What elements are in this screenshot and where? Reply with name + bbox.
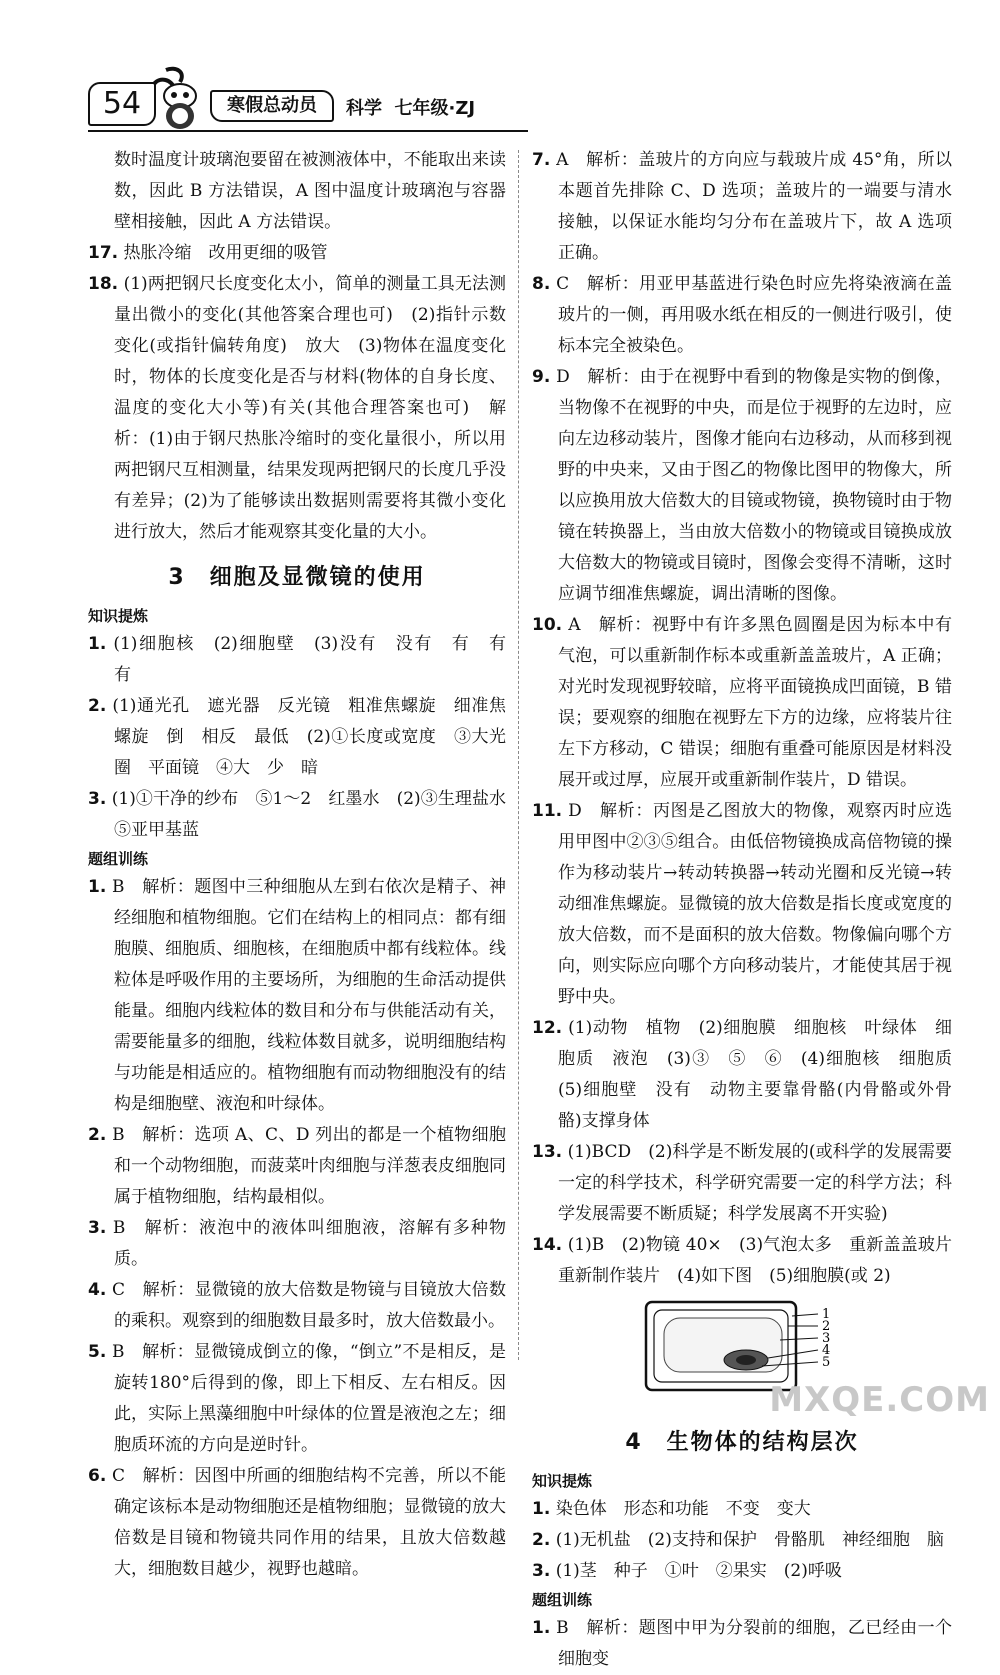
training-2 <box>88 1120 506 1213</box>
answer-number: 1. <box>88 634 107 654</box>
answer-text: C 解析：因图中所画的细胞结构不完善，所以不能确定该标本是动物细胞还是植物细胞；显微镜的放大倍数是目镜和物镜共同作用的结果，且放大倍数越大，细胞数目越少，视野也越暗。 <box>112 1466 507 1579</box>
answer-number: 2. <box>88 1125 107 1145</box>
answer-text: B 解析：液泡中的液体叫细胞液，溶解有多种物质。 <box>112 1218 506 1269</box>
answer-number: 2. <box>88 696 107 716</box>
training-label: 题组训练 <box>88 850 149 868</box>
page-header <box>88 66 648 136</box>
training-7 <box>532 145 952 269</box>
answer-text: 染色体 形态和功能 不变 变大 <box>555 1499 811 1519</box>
answer-number: 12. <box>532 1018 563 1038</box>
answer-text: (1)两把钢尺长度变化太小，简单的测量工具无法测量出微小的变化(其他答案合理也可) (2)指针示数变化(或指针偏转角度) 放大 (3)物体在温度变化时，物体的长度变化是否与材料(物体的自身长度、温度的变化大小等)有关(其他合理答案也可) 解析：(1)由于钢尺热胀冷缩时的变化量很小，所以用两把钢尺互相测量，结果发现两把钢尺的长度几乎没有差异；(2)为了能够读出数据则需要将其微小变化进行放大，然后才能观察其变化量的大小。 <box>114 274 506 542</box>
header-rule <box>88 130 528 132</box>
answer-number: 5. <box>88 1342 107 1362</box>
knowledge-1 <box>88 629 523 691</box>
answer-text: A 解析：盖玻片的方向应与载玻片成 45°角，所以本题首先排除 C、D 选项；盖玻片的一端要与清水接触，以保证水能均匀分布在盖玻片下，故 A 选项正确。 <box>556 150 953 263</box>
answer-16-continued: 数时温度计玻璃泡要留在被测液体中，不能取出来读数，因此 B 方法错误，A 图中温度计玻璃泡与容器壁相接触，因此 A 方法错误。 <box>114 150 506 232</box>
answer-text: B 解析：选项 A、C、D 列出的都是一个植物细胞和一个动物细胞，而菠菜叶肉细胞与洋葱表皮细胞同属于植物细胞，结构最相似。 <box>112 1125 507 1207</box>
answer-number: 4. <box>88 1280 107 1300</box>
answer-number: 18. <box>88 274 119 294</box>
training-13 <box>532 1137 952 1230</box>
training-11 <box>532 796 952 1013</box>
training-6 <box>88 1461 506 1585</box>
watermark-text: MXQE.COM <box>769 1380 990 1420</box>
figure-label-4: 4 <box>822 1343 831 1358</box>
answer-number: 14. <box>532 1235 563 1255</box>
answer-text: D 解析：由于在视野中看到的物像是实物的倒像，当物像不在视野的中央，而是位于视野的左边时，应向左边移动装片，图像才能向右边移动，从而移到视野的中央来，又由于图乙的物像比图甲的物像大，所以应换用放大倍数大的目镜或物镜，换物镜时由于物镜在转换器上，当由放大倍数小的物镜或目镜换成放大倍数大的物镜或目镜时，图像会变得不清晰，这时应调节细准焦螺旋，调出清晰的图像。 <box>556 367 952 604</box>
training-12 <box>532 1013 969 1137</box>
section-3-title: 3 细胞及显微镜的使用 <box>168 565 426 590</box>
answer-text: 热胀冷缩 改用更细的吸管 <box>123 243 328 263</box>
answer-number: 11. <box>532 801 563 821</box>
section-4-title: 4 生物体的结构层次 <box>625 1430 859 1455</box>
answer-text: (1)动物 植物 (2)细胞膜 细胞核 叶绿体 细胞质 液泡 (3)③ ⑤ ⑥ (4)细胞核 细胞质 (5)细胞壁 没有 动物主要靠骨骼(内骨骼或外骨骼)支撑身体 <box>558 1018 969 1131</box>
right-column <box>532 145 969 1675</box>
header-subject: 科学 七年级·ZJ <box>346 98 476 119</box>
answer-text: A 解析：视野中有许多黑色圆圈是因为标本中有气泡，可以重新制作标本或重新盖盖玻片，A 正确；对光时发现视野较暗，应将平面镜换成凹面镜，B 错误；要观察的细胞在视野左下方的边缘，应将装片往左下方移动，C 错误；细胞有重叠可能原因是材料没展开或过厚，应展开或重新制作装片，D 错误。 <box>558 615 953 790</box>
answer-text: (1)BCD (2)科学是不断发展的(或科学的发展需要一定的科学技术，科学研究需要一定的科学方法；科学发展需要不断质疑；科学发展离不开实验) <box>558 1142 952 1224</box>
training-1 <box>88 872 506 1120</box>
knowledge-3 <box>532 1556 952 1587</box>
answer-text: B 解析：显微镜成倒立的像，“倒立”不是相反，是旋转180°后得到的像，即上下相反、左右相反。因此，实际上黑藻细胞中叶绿体的位置是液泡之左；细胞质环流的方向是逆时针。 <box>112 1342 507 1455</box>
answer-number: 7. <box>532 150 551 170</box>
answer-number: 3. <box>532 1561 551 1581</box>
page-number: 54 <box>88 82 156 126</box>
watermark <box>744 1342 994 1422</box>
answer-number: 6. <box>88 1466 107 1486</box>
answer-18 <box>88 269 506 548</box>
answer-text: (1)细胞核 (2)细胞壁 (3)没有 没有 有 有 有 <box>113 634 523 685</box>
answer-number: 8. <box>532 274 551 294</box>
header-title: 寒假总动员 <box>210 90 334 122</box>
figure-label-5: 5 <box>822 1355 831 1370</box>
answer-text: (1)①干净的纱布 ⑤1～2 红墨水 (2)③生理盐水 ⑤亚甲基蓝 <box>111 789 524 840</box>
knowledge-2 <box>532 1525 952 1556</box>
answer-number: 1. <box>532 1499 551 1519</box>
knowledge-label: 知识提炼 <box>532 1472 593 1490</box>
answer-text: (1)茎 种子 ①叶 ②果实 (2)呼吸 <box>555 1561 842 1581</box>
answer-number: 2. <box>532 1530 551 1550</box>
training-5 <box>88 1337 506 1461</box>
mascot-logo <box>146 66 212 132</box>
training-label: 题组训练 <box>532 1591 593 1609</box>
training-9 <box>532 362 952 610</box>
training-10 <box>532 610 952 796</box>
answer-number: 13. <box>532 1142 563 1162</box>
training-4 <box>88 1275 506 1337</box>
left-column <box>88 145 524 1585</box>
answer-text: D 解析：丙图是乙图放大的物像，观察丙时应选用甲图中②③⑤组合。由低倍物镜换成高倍物镜的操作为移动装片→转动转换器→转动光圈和反光镜→转动细准焦螺旋。显微镜的放大倍数是指长度或宽度的放大倍数，而不是面积的放大倍数。物像偏向哪个方向，则实际应向哪个方向移动装片，才能使其居于视野中央。 <box>558 801 953 1007</box>
answer-number: 3. <box>88 789 107 809</box>
training-3 <box>88 1213 506 1275</box>
column-divider <box>518 150 520 1360</box>
answer-text: (1)通光孔 遮光器 反光镜 粗准焦螺旋 细准焦螺旋 倒 相反 最低 (2)①长度或宽度 ③大光圈 平面镜 ④大 少 暗 <box>112 696 506 778</box>
answer-text: C 解析：用亚甲基蓝进行染色时应先将染液滴在盖玻片的一侧，再用吸水纸在相反的一侧进行吸引，使标本完全被染色。 <box>556 274 952 356</box>
answer-text: (1)B (2)物镜 40× (3)气泡太多 重新盖盖玻片 重新制作装片 (4)如下图 (5)细胞膜(或 2) <box>558 1235 969 1286</box>
training-14 <box>532 1230 969 1292</box>
figure-label-1: 1 <box>822 1307 831 1322</box>
answer-text: (1)无机盐 (2)支持和保护 骨骼肌 神经细胞 脑 <box>555 1530 944 1550</box>
answer-number: 1. <box>88 877 107 897</box>
figure-label-2: 2 <box>822 1319 831 1334</box>
answer-number: 9. <box>532 367 551 387</box>
answer-17 <box>88 238 506 269</box>
knowledge-1 <box>532 1494 952 1525</box>
answer-number: 3. <box>88 1218 107 1238</box>
training-1 <box>532 1613 952 1675</box>
knowledge-3 <box>88 784 524 846</box>
figure-label-3: 3 <box>822 1331 831 1346</box>
knowledge-2 <box>88 691 506 784</box>
training-8 <box>532 269 952 362</box>
answer-text: B 解析：题图中甲为分裂前的细胞，乙已经由一个细胞变 <box>556 1618 953 1669</box>
answer-number: 10. <box>532 615 563 635</box>
answer-text: B 解析：题图中三种细胞从左到右依次是精子、神经细胞和植物细胞。它们在结构上的相同点：都有细胞膜、细胞质、细胞核，在细胞质中都有线粒体。线粒体是呼吸作用的主要场所，为细胞的生命活动提供能量。细胞内线粒体的数目和分布与供能活动有关，需要能量多的细胞，线粒体数目就多，说明细胞结构与功能是相适应的。植物细胞有而动物细胞没有的结构是细胞壁、液泡和叶绿体。 <box>112 877 506 1114</box>
answer-number: 17. <box>88 243 119 263</box>
knowledge-label: 知识提炼 <box>88 607 149 625</box>
answer-number: 1. <box>532 1618 551 1638</box>
answer-text: C 解析：显微镜的放大倍数是物镜与目镜放大倍数的乘积。观察到的细胞数目最多时，放大倍数最小。 <box>112 1280 507 1331</box>
